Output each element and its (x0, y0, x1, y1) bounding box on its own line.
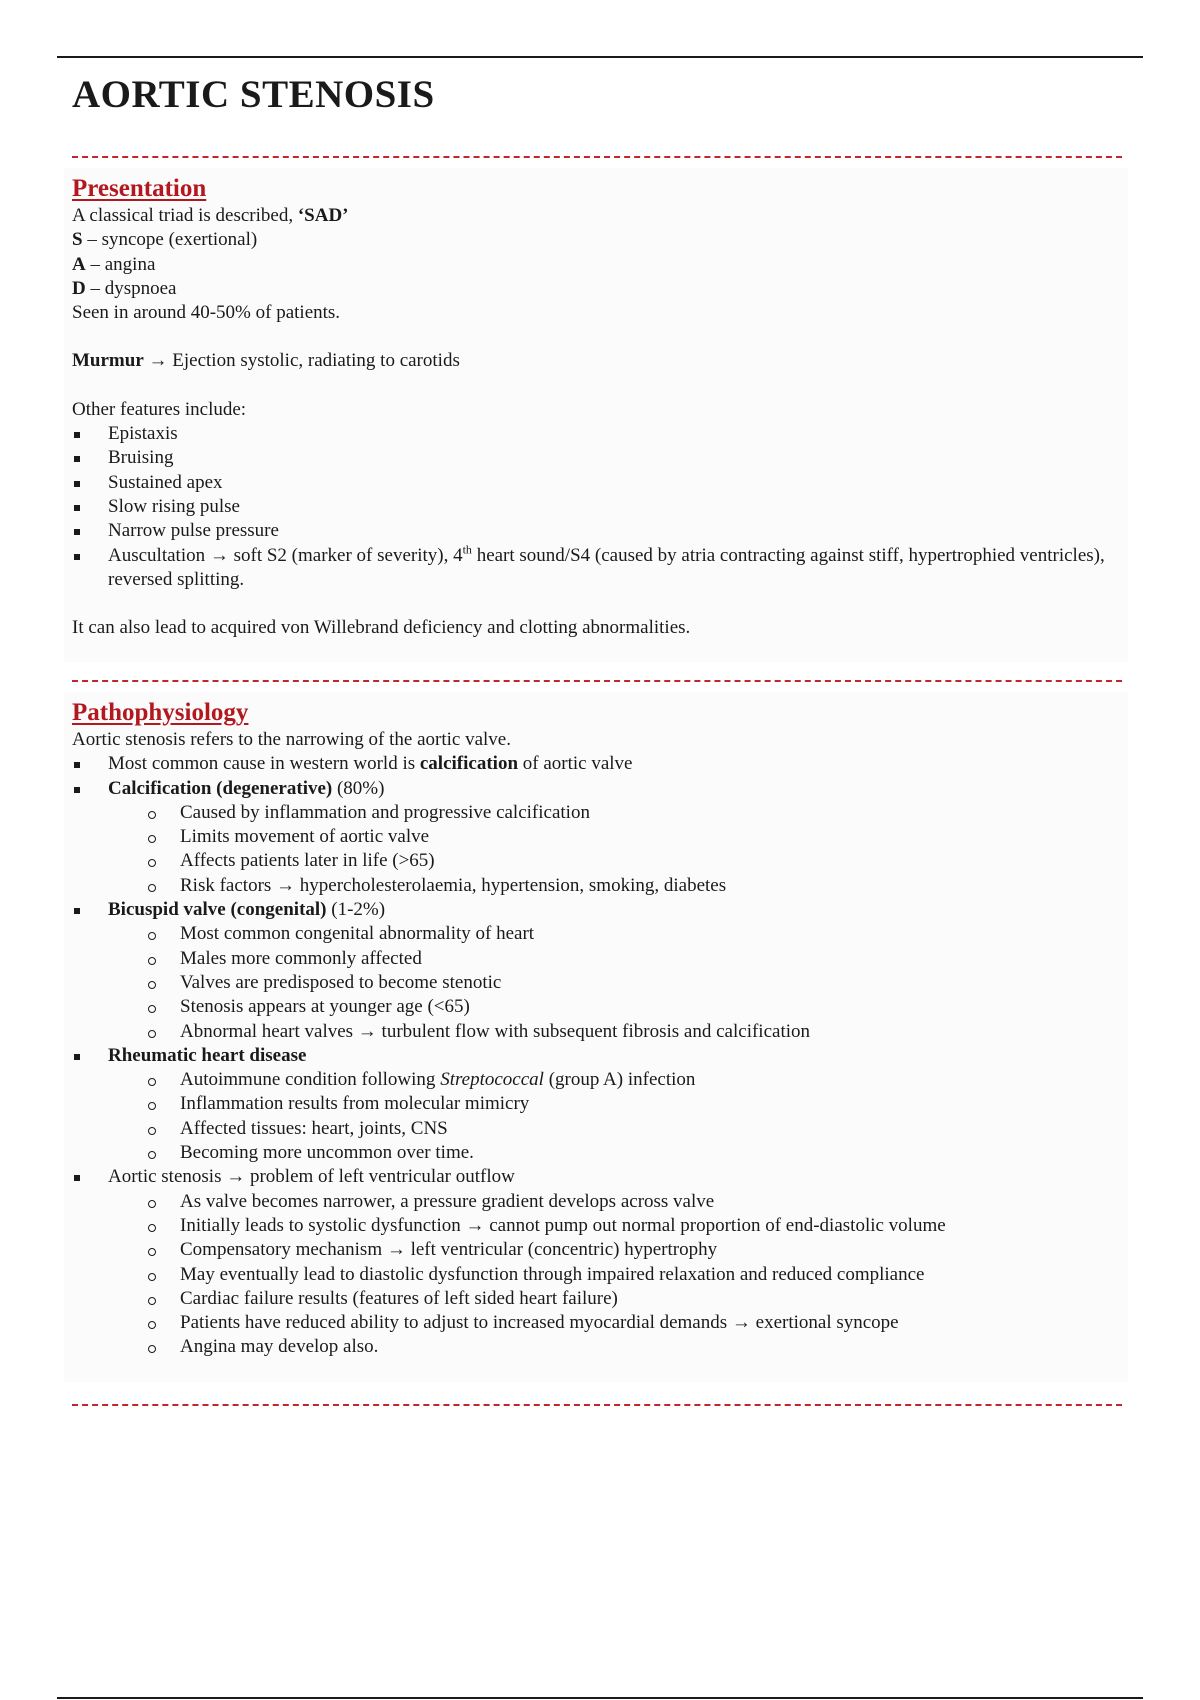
list-item: Stenosis appears at younger age (<65) (108, 995, 1128, 1019)
list-item: Bruising (72, 446, 1128, 470)
list-item: Narrow pulse pressure (72, 519, 1128, 543)
bicuspid-sublist (108, 922, 1128, 1043)
list-item: Initially leads to systolic dysfunction → cannot pump out normal proportion of end-diastolic volume (108, 1214, 1128, 1238)
list-item: Angina may develop also. (108, 1335, 1128, 1359)
presentation-section (64, 168, 1128, 662)
list-item: Aortic stenosis → problem of left ventricular outflow As valve becomes narrower, a pressure gradient develops across valve Initially leads to systolic dysfunction → cannot pump out normal proportion of end-diastolic volume Compensatory mechanism → left ventricular (concentric) hypertrophy May eventually lead to diastolic dysfunction through impaired relaxation and reduced compliance Cardiac failure results (features of left sided heart failure) Patients have reduced ability to adjust to increased myocardial demands → exertional syncope Angina may develop also. (72, 1165, 1128, 1359)
list-item: Inflammation results from molecular mimicry (108, 1092, 1128, 1116)
causes-list (72, 752, 1128, 1359)
outflow-sublist (108, 1190, 1128, 1360)
pathophysiology-intro: Aortic stenosis refers to the narrowing of the aortic valve. (72, 729, 511, 750)
page-title: AORTIC STENOSIS (72, 73, 435, 116)
features-list (72, 422, 1128, 592)
list-item: Cardiac failure results (features of left sided heart failure) (108, 1287, 1128, 1311)
list-item: Risk factors → hypercholesterolaemia, hypertension, smoking, diabetes (108, 874, 1128, 898)
list-item: Rheumatic heart disease Autoimmune condition following Streptococcal (group A) infection Inflammation results from molecular mimicry Affected tissues: heart, joints, CNS Becoming more uncommon over time. (72, 1044, 1128, 1165)
list-item: Most common cause in western world is calcification of aortic valve (72, 752, 1128, 776)
list-item: Limits movement of aortic valve (108, 825, 1128, 849)
calcification-sublist (108, 801, 1128, 898)
rheumatic-sublist (108, 1068, 1128, 1165)
vwf-text: It can also lead to acquired von Willebrand deficiency and clotting abnormalities. (72, 617, 691, 639)
list-item: Valves are predisposed to become stenotic (108, 971, 1128, 995)
top-rule (57, 56, 1143, 58)
murmur-text: Murmur → Ejection systolic, radiating to carotids (72, 350, 460, 372)
list-item: Calcification (degenerative) (80%) Caused by inflammation and progressive calcification Limits movement of aortic valve Affects patients later in life (>65) Risk factors → hypercholesterolaemia, hypertension, smoking, diabetes (72, 777, 1128, 898)
section-divider (72, 1404, 1122, 1406)
triad-intro: A classical triad is described, ‘SAD’ (72, 205, 349, 226)
list-item: Males more commonly affected (108, 947, 1128, 971)
section-divider (72, 680, 1122, 682)
list-item: Sustained apex (72, 471, 1128, 495)
list-item: Bicuspid valve (congenital) (1-2%) Most common congenital abnormality of heart Males more commonly affected Valves are predisposed to become stenotic Stenosis appears at younger age (<65) Abnormal heart valves → turbulent flow with subsequent fibrosis and calcification (72, 898, 1128, 1044)
presentation-heading: Presentation (72, 175, 207, 202)
triad-item: A – angina (72, 253, 156, 275)
list-item: Epistaxis (72, 422, 1128, 446)
list-item: Auscultation → soft S2 (marker of severity), 4th heart sound/S4 (caused by atria contracting against stiff, hypertrophied ventricles), reversed splitting. (72, 544, 1128, 593)
triad-item: D – dyspnoea (72, 277, 177, 299)
list-item: Compensatory mechanism → left ventricular (concentric) hypertrophy (108, 1238, 1128, 1262)
list-item: Patients have reduced ability to adjust to increased myocardial demands → exertional syncope (108, 1311, 1128, 1335)
bottom-rule (57, 1697, 1143, 1699)
list-item: As valve becomes narrower, a pressure gradient develops across valve (108, 1190, 1128, 1214)
prevalence-text: Seen in around 40-50% of patients. (72, 302, 341, 324)
list-item: Abnormal heart valves → turbulent flow with subsequent fibrosis and calcification (108, 1020, 1128, 1044)
pathophysiology-section (64, 692, 1128, 1382)
list-item: Autoimmune condition following Streptococcal (group A) infection (108, 1068, 1128, 1092)
pathophysiology-heading: Pathophysiology (72, 699, 249, 726)
other-features-intro: Other features include: (72, 398, 247, 420)
list-item: Affected tissues: heart, joints, CNS (108, 1117, 1128, 1141)
list-item: Slow rising pulse (72, 495, 1128, 519)
list-item: May eventually lead to diastolic dysfunction through impaired relaxation and reduced compliance (108, 1263, 1128, 1287)
list-item: Caused by inflammation and progressive calcification (108, 801, 1128, 825)
list-item: Most common congenital abnormality of heart (108, 922, 1128, 946)
list-item: Affects patients later in life (>65) (108, 849, 1128, 873)
section-divider (72, 156, 1122, 158)
list-item: Becoming more uncommon over time. (108, 1141, 1128, 1165)
triad-item: S – syncope (exertional) (72, 229, 258, 251)
